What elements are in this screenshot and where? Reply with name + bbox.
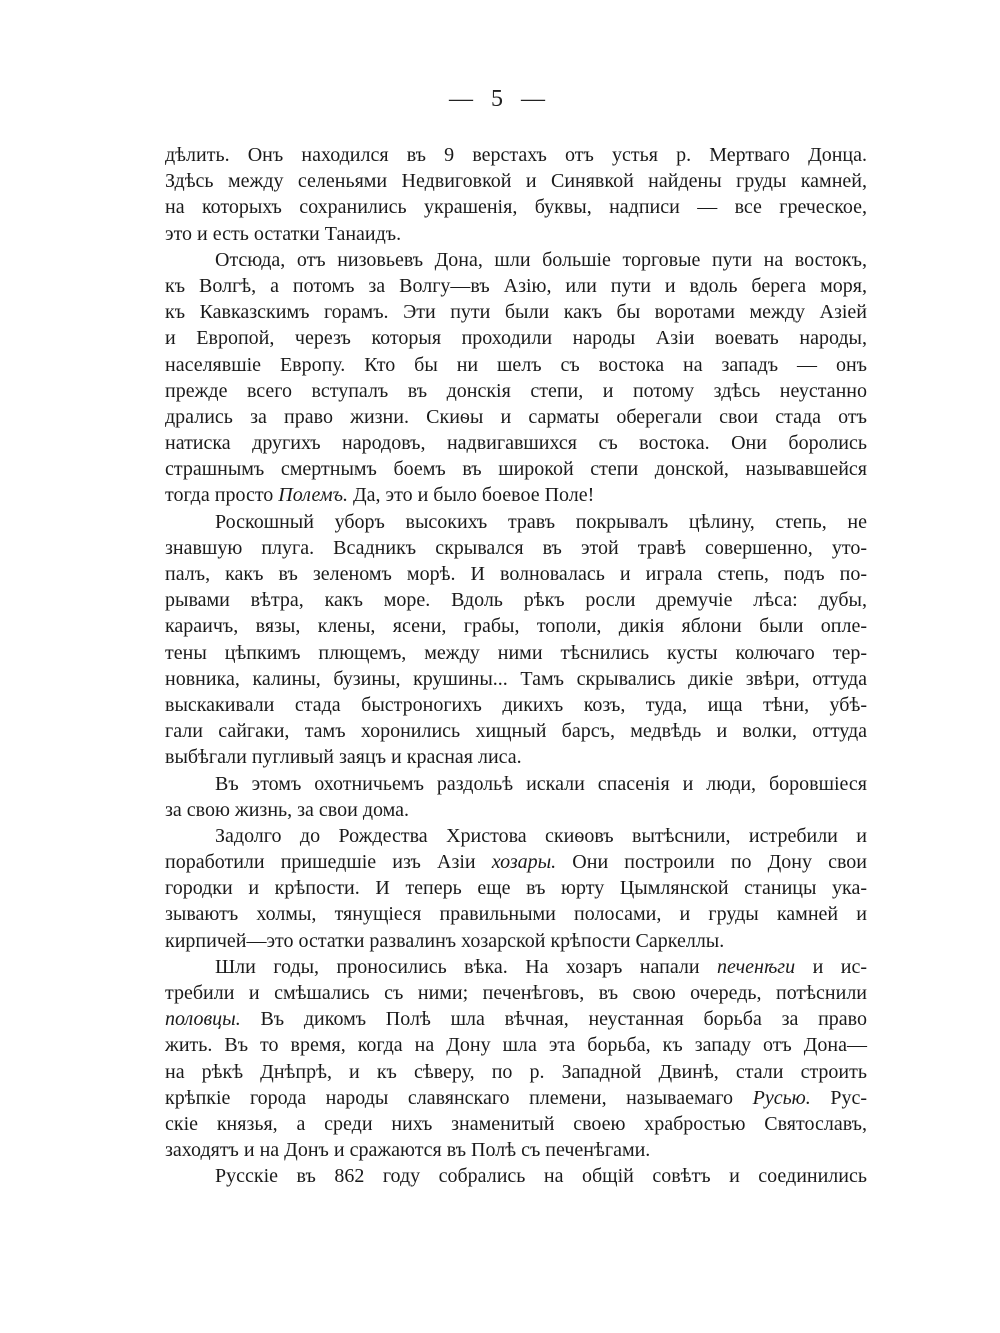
- text-run: дѣлить. Онъ находился въ 9 верстахъ отъ устья р. Мертваго Донца.: [165, 144, 867, 166]
- text-run: на которыхъ сохранились украшенія, буквы, надписи — все греческое,: [165, 196, 867, 219]
- page-number: — 5 —: [449, 86, 551, 112]
- text-line: [165, 273, 867, 299]
- text-run: Шли годы, проносились вѣка. На хозаръ напали: [215, 955, 718, 978]
- text-line: [165, 1006, 867, 1032]
- text-line: [165, 194, 867, 220]
- text-run: выскакивали стада быстроногихъ дикихъ козъ, туда, ища тѣни, убѣ-: [165, 693, 867, 716]
- text-run: къ Кавказскимъ горамъ. Эти пути были какъ бы воротами между Азіей: [165, 301, 867, 324]
- text-run: жить. Въ то время, когда на Дону шла эта борьба, къ западу отъ Дона—: [165, 1034, 867, 1057]
- text-line: [165, 404, 867, 430]
- text-run: палъ, какъ въ зеленомъ морѣ. И волновалась и играла степь, подъ по-: [165, 563, 867, 585]
- text-run: прежде всего вступалъ въ донскія степи, и потому здѣсь неустанно: [165, 379, 867, 402]
- text-run: караичъ, вязы, клены, ясени, грабы, тополи, дикія яблони были опле-: [165, 615, 867, 638]
- text-line: [165, 1032, 867, 1058]
- text-line: [165, 352, 867, 378]
- paragraph: [165, 954, 867, 1164]
- italic-term: Русью.: [752, 1086, 811, 1109]
- text-run: крѣпкіе города народы славянскаго племени, называемаго: [165, 1086, 753, 1109]
- italic-term: печенѣги: [717, 955, 796, 978]
- text-line: [165, 797, 867, 823]
- text-run: Да, это и было боевое Поле!: [347, 484, 595, 507]
- text-run: заходятъ и на Донъ и сражаются въ Полѣ съ печенѣгами.: [165, 1139, 651, 1162]
- text-line: [165, 954, 867, 980]
- text-line: [165, 168, 867, 194]
- text-line: [165, 640, 867, 666]
- text-line: [165, 509, 867, 535]
- text-line: [165, 299, 867, 325]
- paragraph: [165, 142, 867, 247]
- text-line: [165, 482, 867, 508]
- text-run: Въ дикомъ Полѣ шла вѣчная, неустанная борьба за право: [240, 1008, 867, 1031]
- paragraph: [165, 509, 867, 771]
- text-run: городки и крѣпости. И теперь еще въ юрту Цымлянской станицы ука-: [165, 877, 867, 900]
- paragraph: [165, 823, 867, 954]
- text-run: новника, калины, бузины, крушины... Тамъ скрывались дикіе звѣри, оттуда: [165, 667, 867, 690]
- text-line: [165, 849, 867, 875]
- text-line: [165, 1059, 867, 1085]
- text-line: [165, 430, 867, 456]
- text-line: [165, 587, 867, 613]
- text-run: поработили пришедшіе изъ Азіи: [165, 851, 492, 874]
- text-run: требили и смѣшались съ ними; печенѣговъ, въ свою очередь, потѣснили: [165, 982, 867, 1004]
- text-line: [165, 1137, 867, 1163]
- text-run: знавшую плуга. Всадникъ скрывался въ этой травѣ совершенно, уто-: [165, 536, 867, 559]
- text-line: [165, 1163, 867, 1189]
- text-run: и ис-: [795, 955, 867, 978]
- body-text: [165, 142, 867, 1190]
- text-run: на рѣкѣ Днѣпрѣ, и къ сѣверу, по р. Западной Двинѣ, стали строить: [165, 1060, 867, 1083]
- text-line: [165, 325, 867, 351]
- italic-term: Полемъ.: [278, 484, 348, 507]
- paragraph: [165, 1163, 867, 1189]
- text-run: натиска другихъ народовъ, надвигавшихся съ востока. Они боролись: [165, 432, 867, 455]
- text-run: страшнымъ смертнымъ боемъ въ широкой степи донской, называвшейся: [165, 458, 867, 481]
- text-line: [165, 823, 867, 849]
- text-run: тогда просто: [165, 484, 279, 507]
- italic-term: половцы.: [165, 1008, 241, 1031]
- text-line: [165, 980, 867, 1006]
- text-line: [165, 456, 867, 482]
- text-line: [165, 666, 867, 692]
- text-run: за свою жизнь, за свои дома.: [165, 798, 410, 821]
- text-line: [165, 535, 867, 561]
- italic-term: хозары.: [491, 851, 557, 874]
- text-run: дрались за право жизни. Скиѳы и сарматы оберегали свои стада отъ: [165, 405, 867, 428]
- text-run: скіе князья, а среди нихъ знаменитый своею храбростью Святославъ,: [165, 1112, 867, 1135]
- text-line: [165, 221, 867, 247]
- text-run: Въ этомъ охотничьемъ раздольѣ искали спасенія и люди, боровшіеся: [215, 772, 867, 795]
- text-run: Отсюда, отъ низовьевъ Дона, шли большіе торговые пути на востокъ,: [215, 248, 867, 271]
- text-run: тены цѣпкимъ плющемъ, между ними тѣснились кусты колючаго тер-: [165, 641, 867, 664]
- text-run: къ Волгѣ, а потомъ за Волгу—въ Азію, или пути и вдоль берега моря,: [165, 274, 867, 297]
- text-run: Задолго до Рождества Христова скиѳовъ вытѣснили, истребили и: [215, 824, 867, 847]
- text-run: населявшіе Европу. Кто бы ни шелъ съ востока на западъ — онъ: [165, 353, 867, 376]
- text-run: кирпичей—это остатки развалинъ хозарской крѣпости Саркеллы.: [165, 929, 725, 952]
- text-run: выбѣгали пугливый заяцъ и красная лиса.: [165, 746, 522, 769]
- text-run: Рус-: [810, 1086, 867, 1109]
- paragraph: [165, 771, 867, 823]
- text-line: [165, 142, 867, 168]
- text-line: [165, 928, 867, 954]
- text-line: [165, 247, 867, 273]
- text-run: гали сайгаки, тамъ хоронились хищный барсъ, медвѣдь и волки, оттуда: [165, 720, 867, 743]
- text-run: Здѣсь между селеньями Недвиговкой и Синявкой найдены груды камней,: [165, 170, 867, 193]
- text-run: Русскіе въ 862 году собрались на общій совѣтъ и соединились: [215, 1165, 867, 1188]
- text-line: [165, 378, 867, 404]
- text-run: это и есть остатки Танаидъ.: [165, 222, 402, 245]
- text-line: [165, 718, 867, 744]
- text-run: и Европой, черезъ которыя проходили народы Азіи воевать народы,: [165, 327, 867, 350]
- text-line: [165, 771, 867, 797]
- paragraph: [165, 247, 867, 509]
- text-line: [165, 1085, 867, 1111]
- text-line: [165, 613, 867, 639]
- text-line: [165, 744, 867, 770]
- text-line: [165, 875, 867, 901]
- text-line: [165, 692, 867, 718]
- text-run: Роскошный уборъ высокихъ травъ покрывалъ цѣлину, степь, не: [215, 510, 867, 533]
- text-run: рывами вѣтра, какъ море. Вдоль рѣкъ росли дремучіе лѣса: дубы,: [165, 589, 867, 612]
- text-line: [165, 561, 867, 587]
- text-run: Они построили по Дону свои: [556, 851, 867, 874]
- text-line: [165, 901, 867, 927]
- text-line: [165, 1111, 867, 1137]
- text-run: зываютъ холмы, тянущіеся правильными полосами, и груды камней и: [165, 903, 867, 926]
